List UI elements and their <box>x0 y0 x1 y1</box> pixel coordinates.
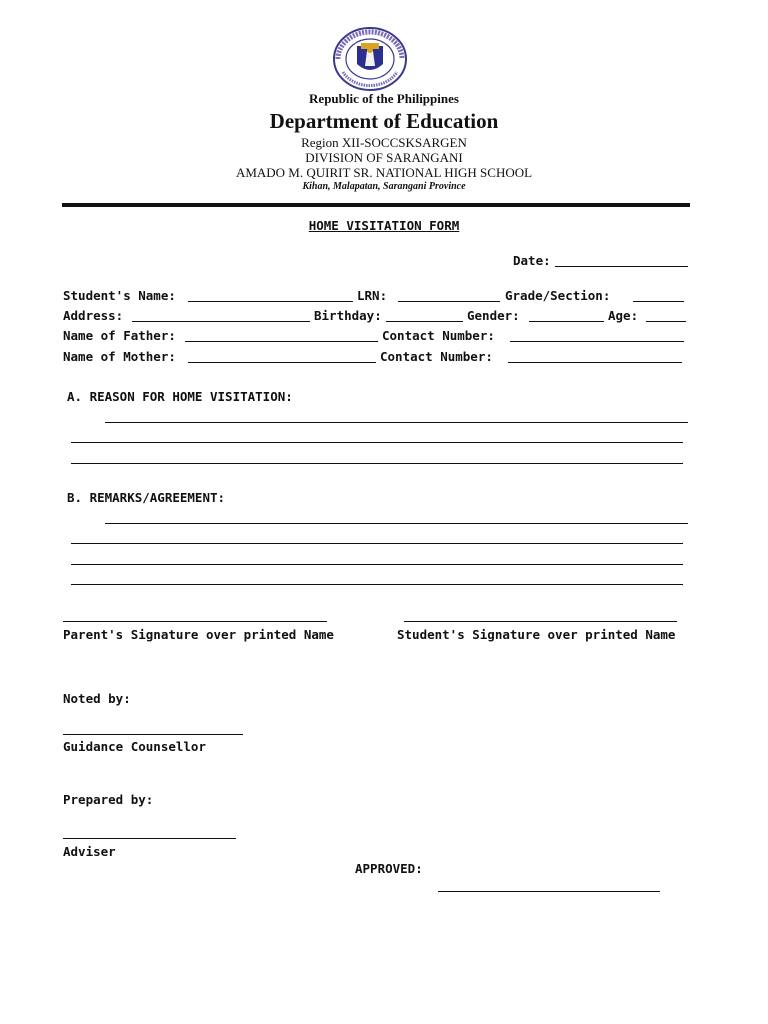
guidance-signature-line[interactable] <box>63 734 243 735</box>
gender-label: Gender: <box>467 308 520 323</box>
guidance-counsellor-label: Guidance Counsellor <box>63 739 206 754</box>
school-name: AMADO M. QUIRIT SR. NATIONAL HIGH SCHOOL <box>235 165 533 180</box>
mother-name-field[interactable] <box>188 362 376 363</box>
header-divider <box>62 203 690 207</box>
father-name-field[interactable] <box>185 341 378 342</box>
gender-field[interactable] <box>529 321 604 322</box>
republic-label: Republic of the Philippines <box>309 91 459 106</box>
section-a-heading: A. REASON FOR HOME VISITATION: <box>67 389 293 404</box>
student-signature-line[interactable] <box>404 621 677 622</box>
mother-contact-field[interactable] <box>508 362 682 363</box>
birthday-label: Birthday: <box>314 308 382 323</box>
birthday-field[interactable] <box>386 321 463 322</box>
adviser-label: Adviser <box>63 844 116 859</box>
noted-by-label: Noted by: <box>63 691 131 706</box>
department-title: Department of Education <box>269 109 499 133</box>
remarks-line[interactable] <box>71 543 683 544</box>
age-label: Age: <box>608 308 639 323</box>
mother-name-label: Name of Mother: <box>63 349 176 364</box>
school-address: Kihan, Malapatan, Sarangani Province <box>302 181 466 192</box>
student-signature-label: Student's Signature over printed Name <box>397 627 676 642</box>
remarks-line[interactable] <box>105 523 688 524</box>
date-field[interactable] <box>555 266 688 267</box>
reason-line[interactable] <box>71 442 683 443</box>
prepared-by-label: Prepared by: <box>63 792 154 807</box>
address-label: Address: <box>63 308 124 323</box>
reason-line[interactable] <box>105 422 688 423</box>
section-b-heading: B. REMARKS/AGREEMENT: <box>67 490 226 505</box>
parent-signature-label: Parent's Signature over printed Name <box>63 627 334 642</box>
father-name-label: Name of Father: <box>63 328 176 343</box>
mother-contact-label: Contact Number: <box>380 349 493 364</box>
form-title: HOME VISITATION FORM <box>308 218 460 233</box>
father-contact-field[interactable] <box>510 341 684 342</box>
grade-section-label: Grade/Section: <box>505 288 611 303</box>
address-field[interactable] <box>132 321 310 322</box>
student-name-field[interactable] <box>188 301 353 302</box>
region-label: Region XII-SOCCSKSARGEN <box>301 135 467 150</box>
grade-section-field[interactable] <box>633 301 684 302</box>
remarks-line[interactable] <box>71 564 683 565</box>
father-contact-label: Contact Number: <box>382 328 495 343</box>
remarks-line[interactable] <box>71 584 683 585</box>
reason-line[interactable] <box>71 463 683 464</box>
approved-signature-line[interactable] <box>438 891 660 892</box>
adviser-signature-line[interactable] <box>63 838 236 839</box>
student-name-label: Student's Name: <box>63 288 176 303</box>
date-label: Date: <box>513 253 551 268</box>
division-label: DIVISION OF SARANGANI <box>305 150 463 165</box>
lrn-field[interactable] <box>398 301 500 302</box>
parent-signature-line[interactable] <box>63 621 327 622</box>
approved-label: APPROVED: <box>355 861 423 876</box>
deped-seal-icon <box>331 26 409 92</box>
age-field[interactable] <box>646 321 686 322</box>
lrn-label: LRN: <box>357 288 388 303</box>
